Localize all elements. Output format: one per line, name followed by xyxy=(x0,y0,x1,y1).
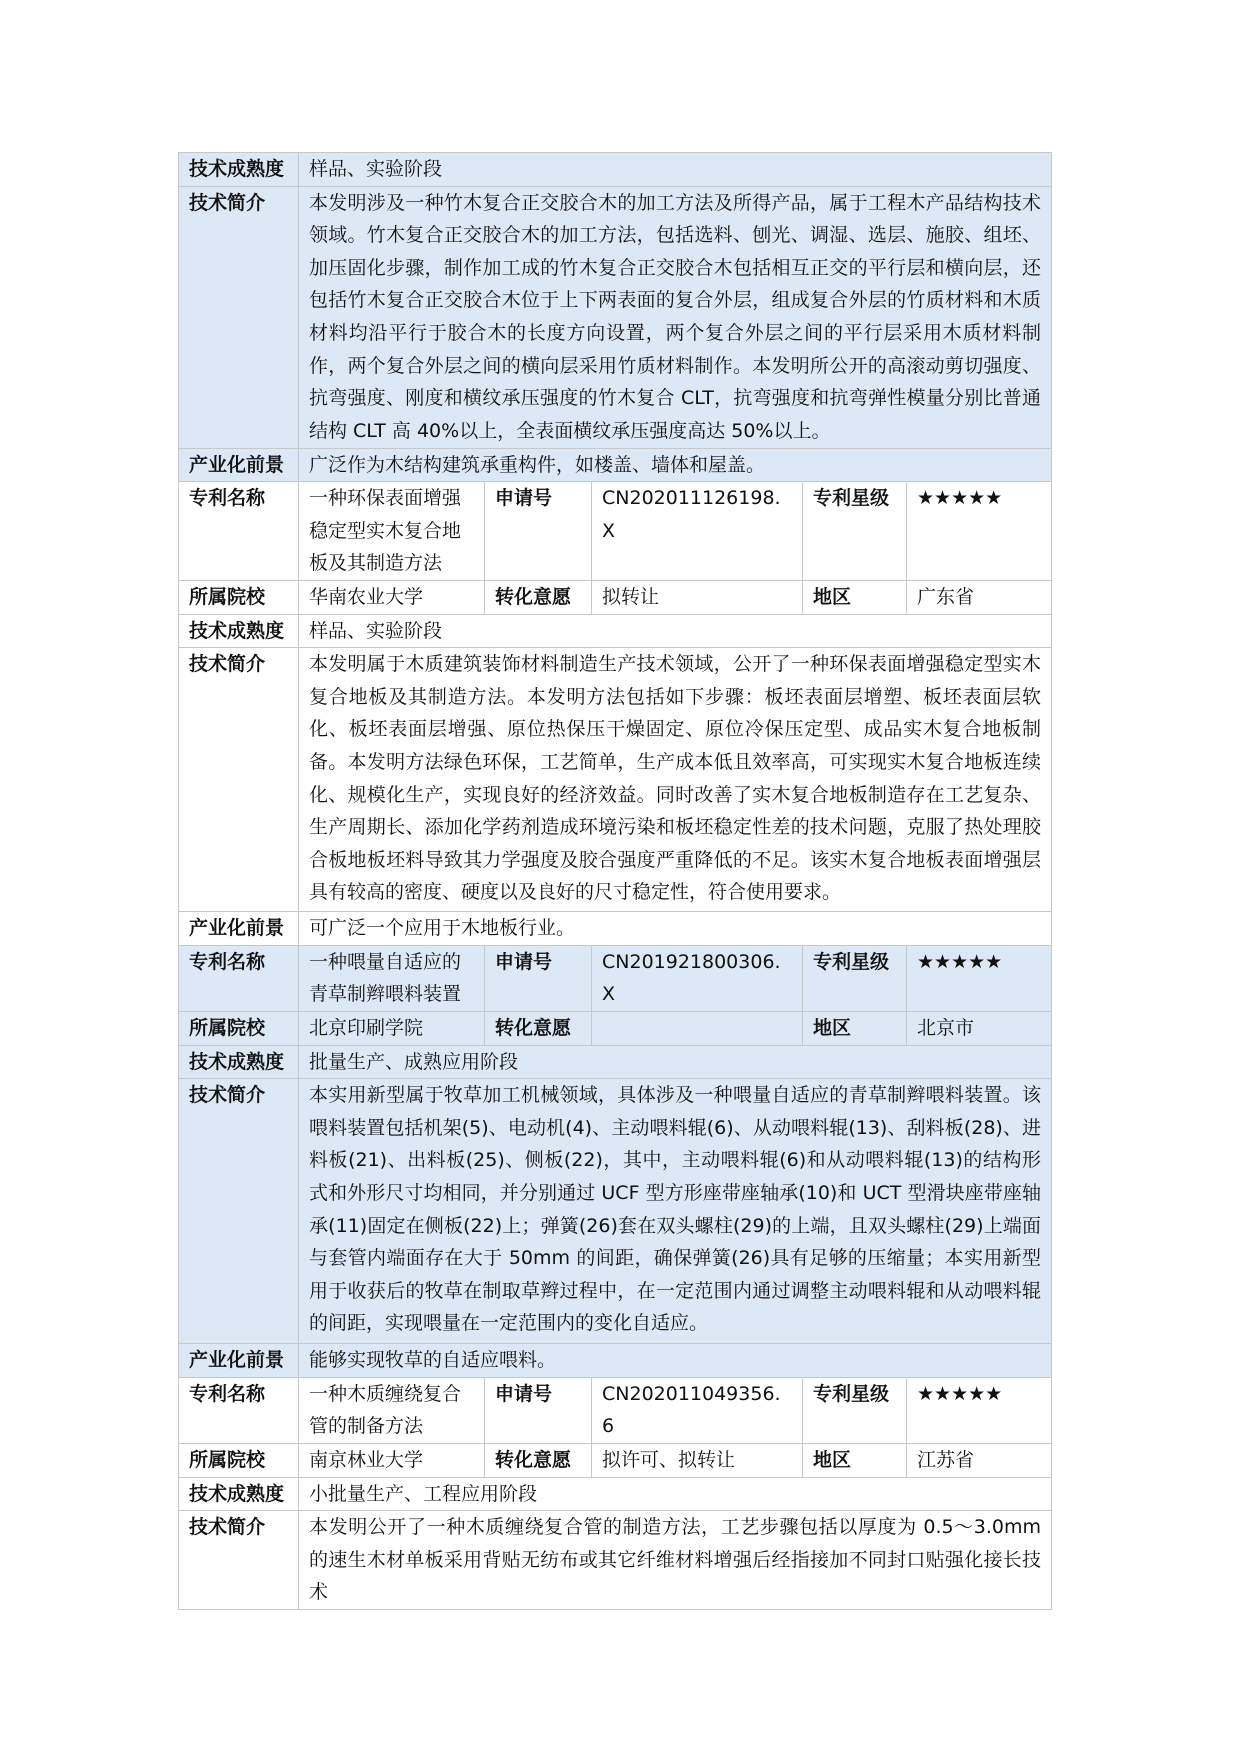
star-rating: ★★★★★ xyxy=(907,1377,1052,1443)
summary-value: 本实用新型属于牧草加工机械领域，具体涉及一种喂量自适应的青草制辫喂料装置。该喂料装置包括机架(5)、电动机(4)、主动喂料辊(6)、从动喂料辊(13)、刮料板(28)、进料板(21)、出料板(25)、侧板(22)，其中，主动喂料辊(6)和从动喂料辊(13)的结构形式和外形尺寸均相同，并分别通过 UCF 型方形座带座轴承(10)和 UCT 型滑块座带座轴承(11)固定在侧板(22)上；弹簧(26)套在双头螺柱(29)的上端，且双头螺柱(29)上端面与套管内端面存在大于 50mm 的间距，确保弹簧(26)具有足够的压缩量；本实用新型用于收获后的牧草在制取草辫过程中，在一定范围内通过调整主动喂料辊和从动喂料辊的间距，实现喂量在一定范围内的变化自适应。 xyxy=(299,1079,1052,1344)
transfer-intent-label: 转化意愿 xyxy=(485,1443,592,1477)
prospect-value: 可广泛一个应用于木地板行业。 xyxy=(299,912,1052,946)
prospect-row xyxy=(179,912,1052,946)
maturity-label: 技术成熟度 xyxy=(179,614,299,648)
school-row xyxy=(179,1011,1052,1045)
prospect-value: 广泛作为木结构建筑承重构件，如楼盖、墙体和屋盖。 xyxy=(299,448,1052,482)
summary-label: 技术简介 xyxy=(179,648,299,912)
summary-row xyxy=(179,648,1052,912)
prospect-value: 能够实现牧草的自适应喂料。 xyxy=(299,1344,1052,1378)
patent-name-value: 一种木质缠绕复合管的制备方法 xyxy=(299,1377,485,1443)
patent-name-label: 专利名称 xyxy=(179,945,299,1011)
maturity-row xyxy=(179,614,1052,648)
region-label: 地区 xyxy=(803,1443,907,1477)
maturity-row xyxy=(179,153,1052,187)
transfer-intent-value: 拟转让 xyxy=(592,580,803,614)
school-label: 所属院校 xyxy=(179,1011,299,1045)
application-no-value: CN202011126198.X xyxy=(592,482,803,581)
prospect-row xyxy=(179,448,1052,482)
summary-label: 技术简介 xyxy=(179,1079,299,1344)
maturity-value: 样品、实验阶段 xyxy=(299,614,1052,648)
summary-row xyxy=(179,1079,1052,1344)
school-label: 所属院校 xyxy=(179,1443,299,1477)
school-value: 华南农业大学 xyxy=(299,580,485,614)
patent-name-label: 专利名称 xyxy=(179,1377,299,1443)
prospect-label: 产业化前景 xyxy=(179,912,299,946)
maturity-row xyxy=(179,1477,1052,1511)
region-value: 江苏省 xyxy=(907,1443,1052,1477)
application-no-value: CN201921800306.X xyxy=(592,945,803,1011)
star-label: 专利星级 xyxy=(803,945,907,1011)
school-label: 所属院校 xyxy=(179,580,299,614)
summary-value: 本发明属于木质建筑装饰材料制造生产技术领域，公开了一种环保表面增强稳定型实木复合地板及其制造方法。本发明方法包括如下步骤：板坯表面层增塑、板坯表面层软化、板坯表面层增强、原位热保压干燥固定、原位冷保压定型、成品实木复合地板制备。本发明方法绿色环保，工艺简单，生产成本低且效率高，可实现实木复合地板连续化、规模化生产，实现良好的经济效益。同时改善了实木复合地板制造存在工艺复杂、生产周期长、添加化学药剂造成环境污染和板坯稳定性差的技术问题，克服了热处理胶合板地板坯料导致其力学强度及胶合强度严重降低的不足。该实木复合地板表面增强层具有较高的密度、硬度以及良好的尺寸稳定性，符合使用要求。 xyxy=(299,648,1052,912)
transfer-intent-label: 转化意愿 xyxy=(485,580,592,614)
region-label: 地区 xyxy=(803,1011,907,1045)
star-rating: ★★★★★ xyxy=(907,482,1052,581)
maturity-value: 小批量生产、工程应用阶段 xyxy=(299,1477,1052,1511)
maturity-label: 技术成熟度 xyxy=(179,1045,299,1079)
maturity-label: 技术成熟度 xyxy=(179,153,299,187)
transfer-intent-value xyxy=(592,1011,803,1045)
maturity-label: 技术成熟度 xyxy=(179,1477,299,1511)
prospect-label: 产业化前景 xyxy=(179,448,299,482)
school-value: 南京林业大学 xyxy=(299,1443,485,1477)
patent-name-value: 一种喂量自适应的青草制辫喂料装置 xyxy=(299,945,485,1011)
application-no-value: CN202011049356.6 xyxy=(592,1377,803,1443)
star-label: 专利星级 xyxy=(803,1377,907,1443)
school-row xyxy=(179,580,1052,614)
maturity-row xyxy=(179,1045,1052,1079)
star-rating: ★★★★★ xyxy=(907,945,1052,1011)
prospect-row xyxy=(179,1344,1052,1378)
application-no-label: 申请号 xyxy=(485,1377,592,1443)
school-value: 北京印刷学院 xyxy=(299,1011,485,1045)
star-label: 专利星级 xyxy=(803,482,907,581)
region-value: 北京市 xyxy=(907,1011,1052,1045)
patent-name-row xyxy=(179,945,1052,1011)
application-no-label: 申请号 xyxy=(485,482,592,581)
summary-value: 本发明涉及一种竹木复合正交胶合木的加工方法及所得产品，属于工程木产品结构技术领域。竹木复合正交胶合木的加工方法，包括选料、刨光、调湿、选层、施胶、组坯、加压固化步骤，制作加工成的竹木复合正交胶合木包括相互正交的平行层和横向层，还包括竹木复合正交胶合木位于上下两表面的复合外层，组成复合外层的竹质材料和木质材料均沿平行于胶合木的长度方向设置，两个复合外层之间的平行层采用木质材料制作，两个复合外层之间的横向层采用竹质材料制作。本发明所公开的高滚动剪切强度、抗弯强度、刚度和横纹承压强度的竹木复合 CLT，抗弯强度和抗弯弹性模量分别比普通结构 CLT 高 40%以上，全表面横纹承压强度高达 50%以上。 xyxy=(299,186,1052,448)
patent-name-label: 专利名称 xyxy=(179,482,299,581)
transfer-intent-value: 拟许可、拟转让 xyxy=(592,1443,803,1477)
patent-name-row xyxy=(179,1377,1052,1443)
school-row xyxy=(179,1443,1052,1477)
region-label: 地区 xyxy=(803,580,907,614)
patent-name-value: 一种环保表面增强稳定型实木复合地板及其制造方法 xyxy=(299,482,485,581)
summary-row xyxy=(179,1511,1052,1610)
transfer-intent-label: 转化意愿 xyxy=(485,1011,592,1045)
summary-row xyxy=(179,186,1052,448)
maturity-value: 批量生产、成熟应用阶段 xyxy=(299,1045,1052,1079)
summary-value: 本发明公开了一种木质缠绕复合管的制造方法，工艺步骤包括以厚度为 0.5～3.0mm 的速生木材单板采用背贴无纺布或其它纤维材料增强后经指接加不同封口贴强化接长技术 xyxy=(299,1511,1052,1610)
application-no-label: 申请号 xyxy=(485,945,592,1011)
prospect-label: 产业化前景 xyxy=(179,1344,299,1378)
summary-label: 技术简介 xyxy=(179,186,299,448)
maturity-value: 样品、实验阶段 xyxy=(299,153,1052,187)
patent-name-row xyxy=(179,482,1052,581)
region-value: 广东省 xyxy=(907,580,1052,614)
patent-table xyxy=(178,152,1052,1610)
summary-label: 技术简介 xyxy=(179,1511,299,1610)
